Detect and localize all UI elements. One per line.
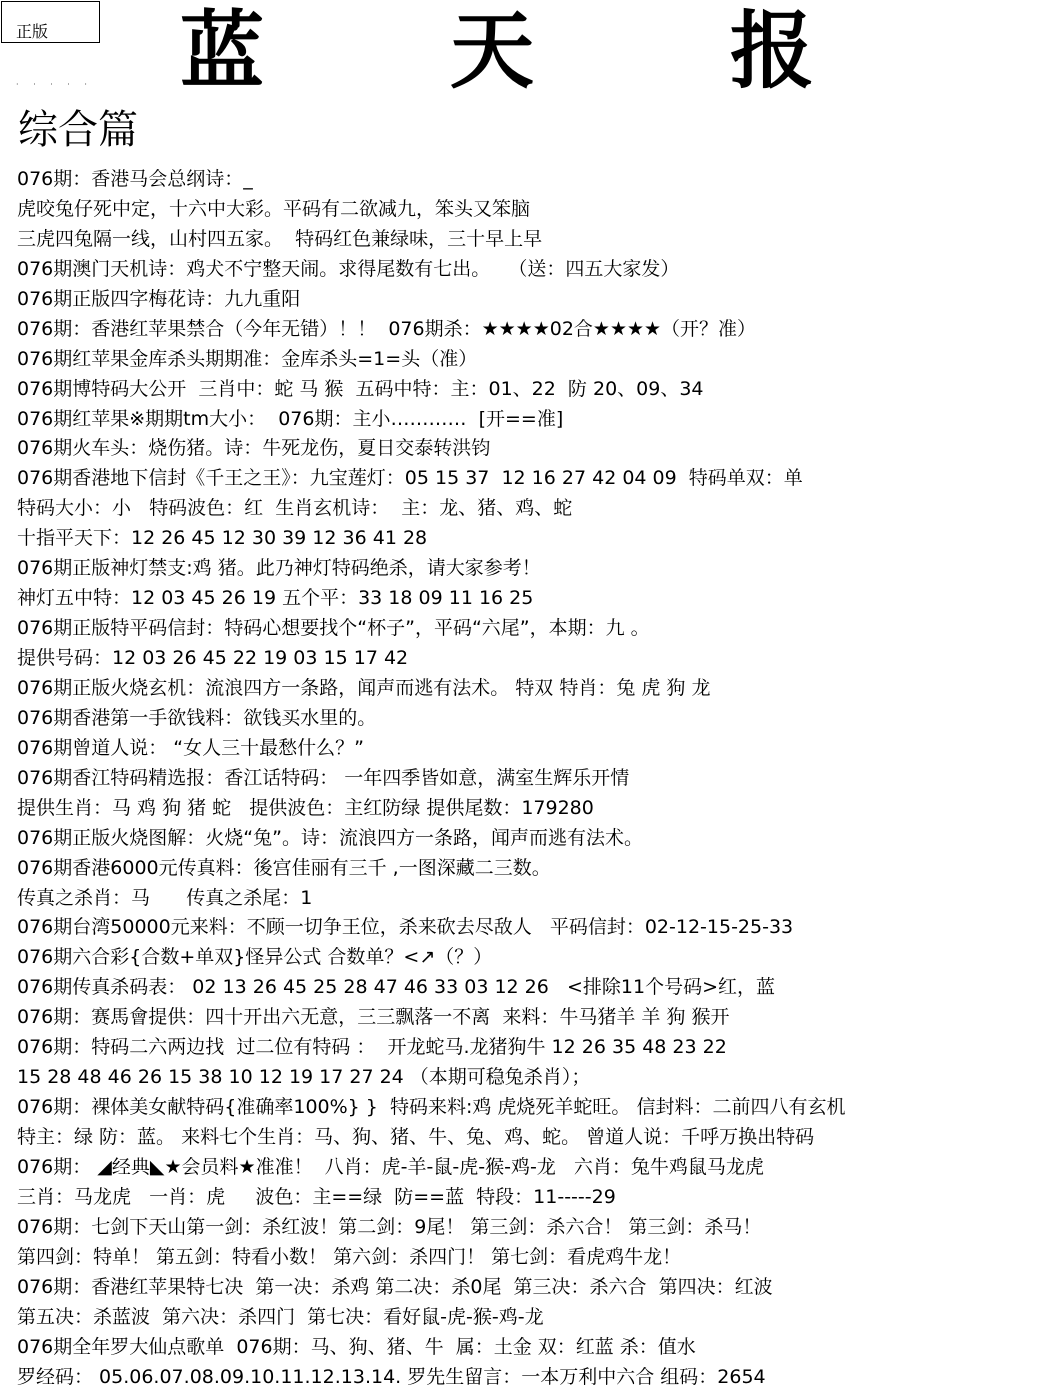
text-line: 076期香江特码精选报：香江话特码： 一年四季皆如意，满室生辉乐开情: [17, 764, 1057, 794]
text-line: 特主：绿 防：蓝。 来料七个生肖：马、狗、猪、牛、兔、鸡、蛇。 曾道人说：千呼万换出特码: [17, 1123, 1057, 1153]
text-line: 076期博特码大公开 三肖中：蛇 马 猴 五码中特：主：01、22 防 20、09、34: [17, 375, 1057, 405]
text-line: 076期香港地下信封《千王之王》：九宝莲灯：05 15 37 12 16 27 42 04 09 特码单双：单: [17, 464, 1057, 494]
text-line: 076期：赛馬會提供：四十开出六无意，三三飘落一不离 来料：牛马猪羊 羊 狗 猴开: [17, 1003, 1057, 1033]
text-line: 076期传真杀码表： 02 13 26 45 25 28 47 46 33 03 12 26 <排除11个号码>红，蓝: [17, 973, 1057, 1003]
text-line: 076期台湾50000元来料：不顾一切争王位，杀来砍去尽敌人 平码信封：02-12-15-25-33: [17, 913, 1057, 943]
text-line: 076期六合彩{合数+单双}怪异公式 合数单？<↗（？）: [17, 943, 1057, 973]
text-line: 三肖：马龙虎 一肖：虎 波色：主==绿 防==蓝 特段：11-----29: [17, 1183, 1057, 1213]
text-line: 076期澳门天机诗：鸡犬不宁整天闹。求得尾数有七出。 （送：四五大家发）: [17, 255, 1057, 285]
text-line: 罗经码： 05.06.07.08.09.10.11.12.13.14. 罗先生留言：一本万利中六合 组码：2654: [17, 1363, 1057, 1392]
content-lines: [17, 165, 1057, 1392]
text-line: 三虎四兔隔一线，山村四五家。 特码红色兼绿味，三十早上早: [17, 225, 1057, 255]
text-line: 076期香港6000元传真料：後宫佳丽有三千 ,一图深藏二三数。: [17, 854, 1057, 884]
text-line: 神灯五中特：12 03 45 26 19 五个平：33 18 09 11 16 25: [17, 584, 1057, 614]
text-line: 虎咬兔仔死中定，十六中大彩。平码有二欲减九，笨头又笨脑: [17, 195, 1057, 225]
text-line: 076期红苹果※期期tm大小： 076期：主小………… [开==准]: [17, 405, 1057, 435]
text-line: 15 28 48 46 26 15 38 10 12 19 17 27 24 （本期可稳兔杀肖）；: [17, 1063, 1057, 1093]
text-line: 传真之杀肖：马 传真之杀尾：1: [17, 884, 1057, 914]
text-line: 076期全年罗大仙点歌单 076期：马、狗、猪、牛 属：土金 双：红蓝 杀：值水: [17, 1333, 1057, 1363]
text-line: 076期：香港马会总纲诗：_: [17, 165, 1057, 195]
text-line: 076期红苹果金库杀头期期准：金库杀头=1=头（准）: [17, 345, 1057, 375]
text-line: 076期正版火烧玄机：流浪四方一条路，闻声而逃有法术。 特双 特肖：兔 虎 狗 龙: [17, 674, 1057, 704]
text-line: 十指平天下：12 26 45 12 30 39 12 36 41 28: [17, 524, 1057, 554]
text-line: 076期：七剑下天山第一剑：杀红波！第二剑：9尾！ 第三剑：杀六合！ 第三剑：杀马！: [17, 1213, 1057, 1243]
text-line: 076期：裸体美女献特码{准确率100%} } 特码来料:鸡 虎烧死羊蛇旺。 信封料：二前四八有玄机: [17, 1093, 1057, 1123]
text-line: 076期：特码二六两边找 过二位有特码 ： 开龙蛇马.龙猪狗牛 12 26 35 48 23 22: [17, 1033, 1057, 1063]
text-line: 076期正版神灯禁支:鸡 猪。此乃神灯特码绝杀，请大家参考！: [17, 554, 1057, 584]
text-line: 076期：香港红苹果特七决 第一决：杀鸡 第二决：杀0尾 第三决：杀六合 第四决：红波: [17, 1273, 1057, 1303]
text-line: 076期正版四字梅花诗：九九重阳: [17, 285, 1057, 315]
text-line: 提供号码：12 03 26 45 22 19 03 15 17 42: [17, 644, 1057, 674]
text-line: 076期正版火烧图解：火烧“兔”。诗：流浪四方一条路，闻声而逃有法术。: [17, 824, 1057, 854]
text-line: 特码大小：小 特码波色：红 生肖玄机诗： 主：龙、猪、鸡、蛇: [17, 494, 1057, 524]
masthead-char-1: 蓝: [180, 6, 264, 96]
text-line: 076期正版特平码信封：特码心想要找个“杯子”，平码“六尾”，本期：九 。: [17, 614, 1057, 644]
masthead-char-3: 报: [730, 6, 814, 96]
text-line: 076期： ◢经典◣★会员料★准准！ 八肖：虎-羊-鼠-虎-猴-鸡-龙 六肖：兔牛鸡鼠马龙虎: [17, 1153, 1057, 1183]
masthead-char-2: 天: [450, 6, 534, 96]
text-line: 076期香港第一手欲钱料：欲钱买水里的。: [17, 704, 1057, 734]
section-title: 综合篇: [18, 104, 138, 156]
text-line: 第五决：杀蓝波 第六决：杀四门 第七决：看好鼠-虎-猴-鸡-龙: [17, 1303, 1057, 1333]
text-line: 076期曾道人说： “女人三十最愁什么？”: [17, 734, 1057, 764]
text-line: 提供生肖：马 鸡 狗 猪 蛇 提供波色：主红防绿 提供尾数：179280: [17, 794, 1057, 824]
text-line: 076期火车头：烧伤猪。诗：牛死龙伤，夏日交泰转洪钧: [17, 434, 1057, 464]
text-line: 第四剑：特单！ 第五剑：特看小数！ 第六剑：杀四门！ 第七剑：看虎鸡牛龙！: [17, 1243, 1057, 1273]
edition-badge: 正版: [1, 1, 100, 43]
decorative-dots: · · · · ·: [16, 80, 93, 89]
text-line: 076期：香港红苹果禁合（今年无错）！！ 076期杀：★★★★02合★★★★（开？准）: [17, 315, 1057, 345]
